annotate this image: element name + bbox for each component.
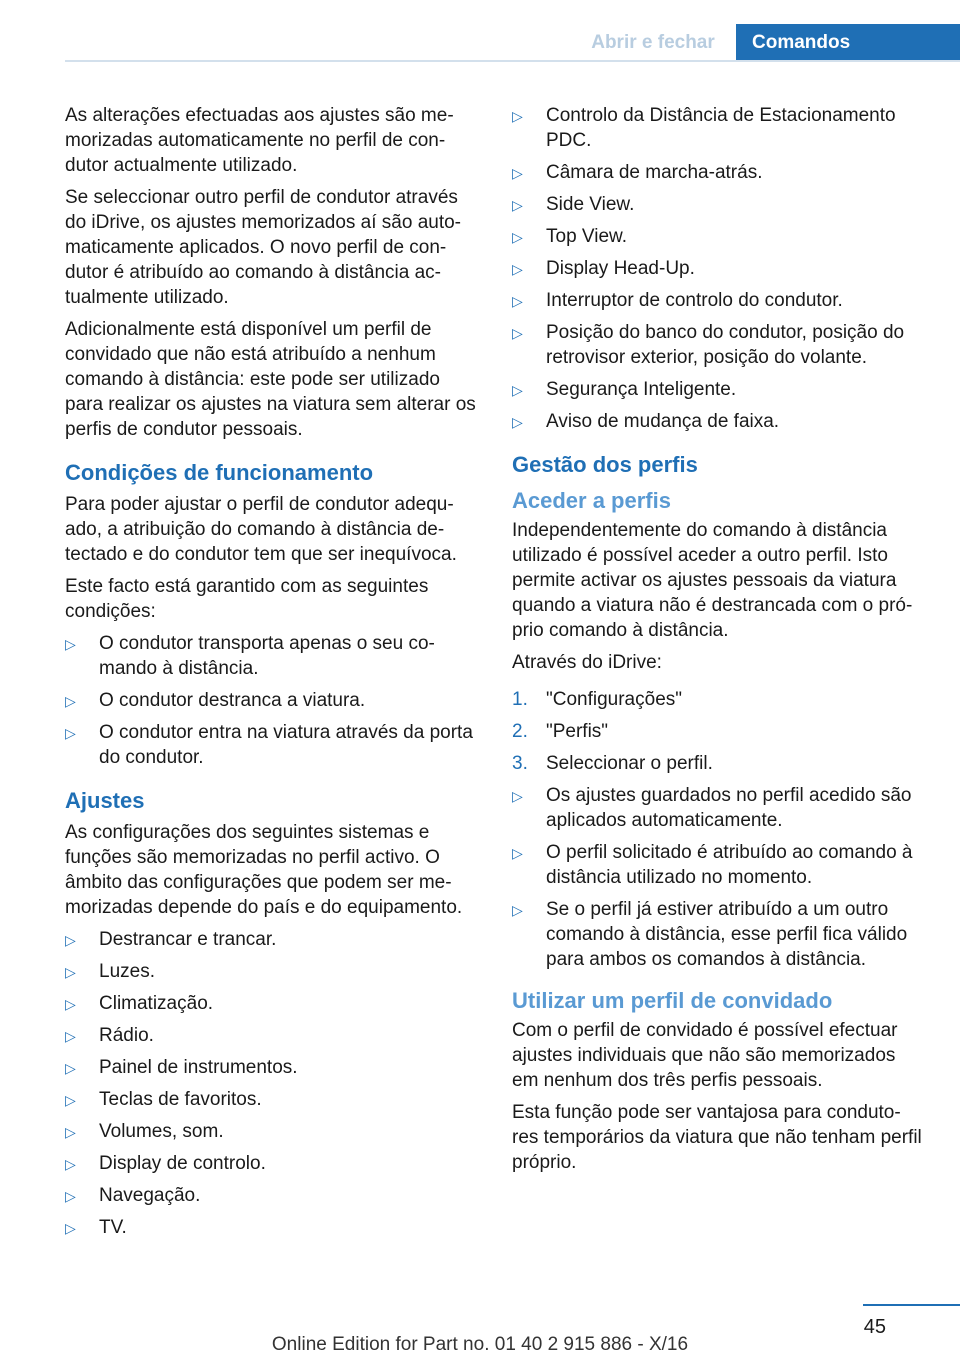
bullet-triangle-icon: ▷ bbox=[512, 165, 523, 181]
list-item: ▷ Rádio. bbox=[65, 1023, 480, 1048]
edition-footer: Online Edition for Part no. 01 40 2 915 886 - X/16 bbox=[271, 1334, 689, 1355]
bullet-triangle-icon: ▷ bbox=[512, 108, 523, 124]
left-column bbox=[65, 103, 480, 1247]
list-item: ▷ Display Head-Up. bbox=[512, 256, 927, 281]
list-item: ▷ O condutor transporta apenas o seu co‐mando à distância. bbox=[65, 633, 435, 679]
bullet-triangle-icon: ▷ bbox=[65, 1156, 76, 1172]
bullet-triangle-icon: ▷ bbox=[65, 1060, 76, 1076]
paragraph: As configurações dos seguintes sistemas e funções são memorizadas no perfil activo. O âmbito das configurações que podem ser me‐morizadas depende do país e do equipamento. bbox=[65, 822, 463, 918]
bullet-triangle-icon: ▷ bbox=[512, 414, 523, 430]
subheading-access-profiles: Aceder a perfis bbox=[512, 488, 671, 513]
list-item: ▷ O perfil solicitado é atribuído ao comando à distância utilizado no momento. bbox=[512, 842, 913, 888]
bullet-triangle-icon: ▷ bbox=[65, 996, 76, 1012]
conditions-list bbox=[65, 631, 480, 770]
bullet-triangle-icon: ▷ bbox=[65, 693, 76, 709]
paragraph: Esta função pode ser vantajosa para conduto‐res temporários da viatura que não tenham perfil próprio. bbox=[512, 1102, 922, 1173]
page-number: 45 bbox=[863, 1316, 886, 1338]
bullet-triangle-icon: ▷ bbox=[512, 261, 523, 277]
list-item: ▷ Aviso de mudança de faixa. bbox=[512, 409, 927, 434]
access-results-list bbox=[512, 783, 927, 972]
section-heading-conditions: Condições de funcionamento bbox=[65, 460, 374, 485]
paragraph: Através do iDrive: bbox=[512, 652, 662, 673]
bullet-triangle-icon: ▷ bbox=[512, 382, 523, 398]
list-item: ▷ Câmara de marcha-atrás. bbox=[512, 160, 927, 185]
bullet-triangle-icon: ▷ bbox=[65, 1220, 76, 1236]
footer-rule bbox=[863, 1304, 960, 1306]
list-item: ▷ Segurança Inteligente. bbox=[512, 377, 927, 402]
step-number: 3. bbox=[512, 753, 528, 774]
list-item: ▷ Painel de instrumentos. bbox=[65, 1055, 480, 1080]
list-item: ▷ Interruptor de controlo do condutor. bbox=[512, 288, 927, 313]
section-heading-adjustments: Ajustes bbox=[65, 788, 145, 813]
list-item: ▷ Os ajustes guardados no perfil acedido são aplicados automaticamente. bbox=[512, 785, 912, 831]
list-item: ▷ TV. bbox=[65, 1215, 480, 1240]
paragraph: Com o perfil de convidado é possível efectuar ajustes individuais que não são memorizados em nenhum dos três perfis pessoais. bbox=[512, 1020, 898, 1091]
paragraph: Adicionalmente está disponível um perfil de convidado que não está atribuído a nenhum comando à distância: este pode ser utilizado para realizar os ajustes na viatura sem alterar os perfis de condutor pessoais. bbox=[65, 319, 476, 440]
section-heading-profiles: Gestão dos perfis bbox=[512, 452, 698, 477]
list-item: ▷ Navegação. bbox=[65, 1183, 480, 1208]
bullet-triangle-icon: ▷ bbox=[512, 197, 523, 213]
list-item: ▷ Volumes, som. bbox=[65, 1119, 480, 1144]
paragraph: Independentemente do comando à distância utilizado é possível aceder a outro perfil. Isto permite activar os ajustes pessoais da viatura quando a viatura não é destrancada com o pró‐prio comando à distância. bbox=[512, 520, 913, 641]
list-item: ▷ Side View. bbox=[512, 192, 927, 217]
step-item: 2. "Perfis" bbox=[512, 721, 609, 742]
subheading-guest-profile: Utilizar um perfil de convidado bbox=[512, 988, 833, 1013]
step-item: 1. "Configurações" bbox=[512, 689, 683, 710]
list-item: ▷ Teclas de favoritos. bbox=[65, 1087, 480, 1112]
step-number: 2. bbox=[512, 721, 528, 742]
section-tab[interactable]: Abrir e fechar bbox=[591, 32, 715, 53]
bullet-triangle-icon: ▷ bbox=[512, 845, 523, 861]
bullet-triangle-icon: ▷ bbox=[512, 293, 523, 309]
bullet-triangle-icon: ▷ bbox=[65, 636, 76, 652]
list-item: ▷ O condutor entra na viatura através da porta do condutor. bbox=[65, 722, 473, 768]
page-header bbox=[0, 0, 960, 62]
list-item: ▷ Climatização. bbox=[65, 991, 480, 1016]
bullet-triangle-icon: ▷ bbox=[65, 964, 76, 980]
right-column bbox=[512, 103, 927, 1182]
adjustments-list-continued bbox=[512, 103, 927, 434]
paragraph: Este facto está garantido com as seguintes condições: bbox=[65, 576, 429, 622]
bullet-triangle-icon: ▷ bbox=[65, 1188, 76, 1204]
list-item: ▷ O condutor destranca a viatura. bbox=[65, 688, 480, 713]
bullet-triangle-icon: ▷ bbox=[512, 788, 523, 804]
bullet-triangle-icon: ▷ bbox=[512, 902, 523, 918]
bullet-triangle-icon: ▷ bbox=[65, 932, 76, 948]
paragraph: Para poder ajustar o perfil de condutor adequ‐ado, a atribuição do comando à distância de‐tectado e do condutor tem que ser inequívoca. bbox=[65, 494, 457, 565]
step-number: 1. bbox=[512, 689, 528, 710]
bullet-triangle-icon: ▷ bbox=[65, 725, 76, 741]
list-item: ▷ Se o perfil já estiver atribuído a um outro comando à distância, esse perfil fica válido para ambos os comandos à distância. bbox=[512, 899, 908, 970]
bullet-triangle-icon: ▷ bbox=[512, 229, 523, 245]
list-item: ▷ Display de controlo. bbox=[65, 1151, 480, 1176]
step-item: 3. Seleccionar o perfil. bbox=[512, 753, 713, 774]
list-item: ▷ Destrancar e trancar. bbox=[65, 927, 480, 952]
list-item: ▷ Controlo da Distância de Estacionamento PDC. bbox=[512, 105, 896, 151]
bullet-triangle-icon: ▷ bbox=[65, 1028, 76, 1044]
steps-list bbox=[512, 687, 927, 776]
bullet-triangle-icon: ▷ bbox=[65, 1092, 76, 1108]
list-item: ▷ Top View. bbox=[512, 224, 927, 249]
paragraph: Se seleccionar outro perfil de condutor através do iDrive, os ajustes memorizados aí são auto‐maticamente aplicados. O novo perfil de con‐dutor é atribuído ao comando à distância ac‐tualmente utilizado. bbox=[65, 187, 462, 308]
bullet-triangle-icon: ▷ bbox=[65, 1124, 76, 1140]
list-item: ▷ Luzes. bbox=[65, 959, 480, 984]
chapter-tab[interactable]: Comandos bbox=[736, 24, 960, 62]
list-item: ▷ Posição do banco do condutor, posição do retrovisor exterior, posição do volante. bbox=[512, 322, 905, 368]
adjustments-list bbox=[65, 927, 480, 1240]
header-rule bbox=[65, 60, 960, 62]
paragraph: As alterações efectuadas aos ajustes são me‐morizadas automaticamente no perfil de con‐dutor actualmente utilizado. bbox=[65, 105, 454, 176]
bullet-triangle-icon: ▷ bbox=[512, 325, 523, 341]
